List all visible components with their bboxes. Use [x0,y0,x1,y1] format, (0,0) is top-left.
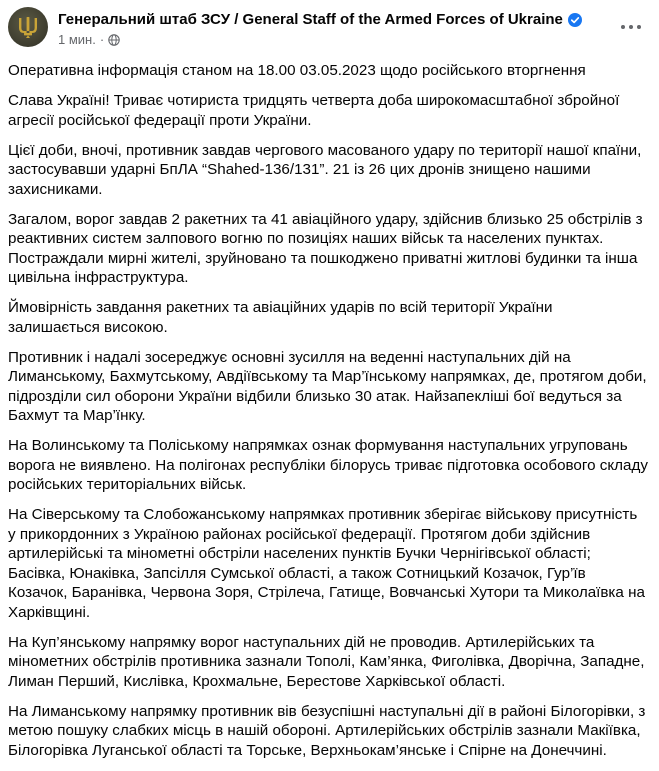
post-paragraph: На Сіверському та Слобожанському напрямках противник зберігає військову присутність у прикордонних з Україною районах російської федерації. Протягом доби здійснив артилерійські та мінометні обстріли населених пунктів Бучки Чернігівської області; Басівка, Юнаківка, Запсілля Сумської області, а також Сотницький Козачок, Гур’їв Козачок, Баранівка, Червона Зоря, Стрілеча, Гатище, Вовчанські Хутори та Миколаївка на Харківщині. [8,506,645,621]
post-paragraph: Оперативна інформація станом на 18.00 03.05.2023 щодо російського вторгнення [8,62,586,79]
post-paragraph: Слава Україні! Триває чотириста тридцять четверта доба широкомасштабної збройної агресії російської федерації проти України. [8,92,620,129]
post-body [8,61,648,771]
post-paragraph: На Куп’янському напрямку ворог наступальних дій не проводив. Артилерійських та мінометних обстрілів противника зазнали Тополі, Кам’янка, Фиголівка, Дворічна, Западне, Лиман Перший, Кислівка, Крохмальне, Берестове Харківської області. [8,633,645,690]
avatar[interactable] [8,7,48,47]
post-paragraph: Ймовірність завдання ракетних та авіаційних ударів по всій території України залишається високою. [8,299,553,336]
post-paragraph: Противник і надалі зосереджує основні зусилля на веденні наступальних дій на Лиманському, Бахмутському, Авдіївському та Мар’їнському напрямках, де, протягом доби, підрозділи сил оборони України відбили близько 30 атак. Найзапекліші бої ведуться за Бахмут та Мар’їнку. [8,348,647,424]
post-paragraph: На Лиманському напрямку противник вів безуспішні наступальні дії в районі Білогорівки, з метою пошуку слабких місць в нашій обороні. Артилерійських обстрілів зазнали Макіївка, Білогорівка Луганської області та Торське, Верхньокам’янське і Спірне на Донеччині. [8,702,646,759]
timestamp[interactable]: 1 мин. [58,32,96,47]
post-paragraph: Загалом, ворог завдав 2 ракетних та 41 авіаційного удару, здійснив близько 25 обстрілів з реактивних систем залпового вогню по позиціях наших військ та населених пунктах. Постраждали мирні жителі, зруйновано та пошкоджено приватні житлові будинки та інша цивільна інфраструктура. [8,210,643,286]
post-paragraph: Цієї доби, вночі, противник завдав чергового масованого удару по території нашої кпаїни, застосувавши ударні БпЛА “Shahed-136/131”. 21 із 26 цих дронів знищено нашими захисниками. [8,141,642,198]
globe-icon[interactable] [108,34,120,46]
post-meta [58,32,120,47]
verified-badge-icon [568,13,582,27]
more-options-button[interactable] [619,19,643,35]
meta-separator: · [99,32,105,47]
trident-emblem-icon [15,14,41,40]
author-name-text[interactable]: Генеральний штаб ЗСУ / General Staff of the Armed Forces of Ukraine [58,11,563,28]
more-options-icon [619,23,643,31]
post-paragraph: На Волинському та Поліському напрямках ознак формування наступальних угруповань ворога не виявлено. На полігонах республіки білорусь триває підготовка особового складу російських територіальних військ. [8,437,648,493]
author-name[interactable] [58,11,582,28]
post-header [8,7,651,51]
